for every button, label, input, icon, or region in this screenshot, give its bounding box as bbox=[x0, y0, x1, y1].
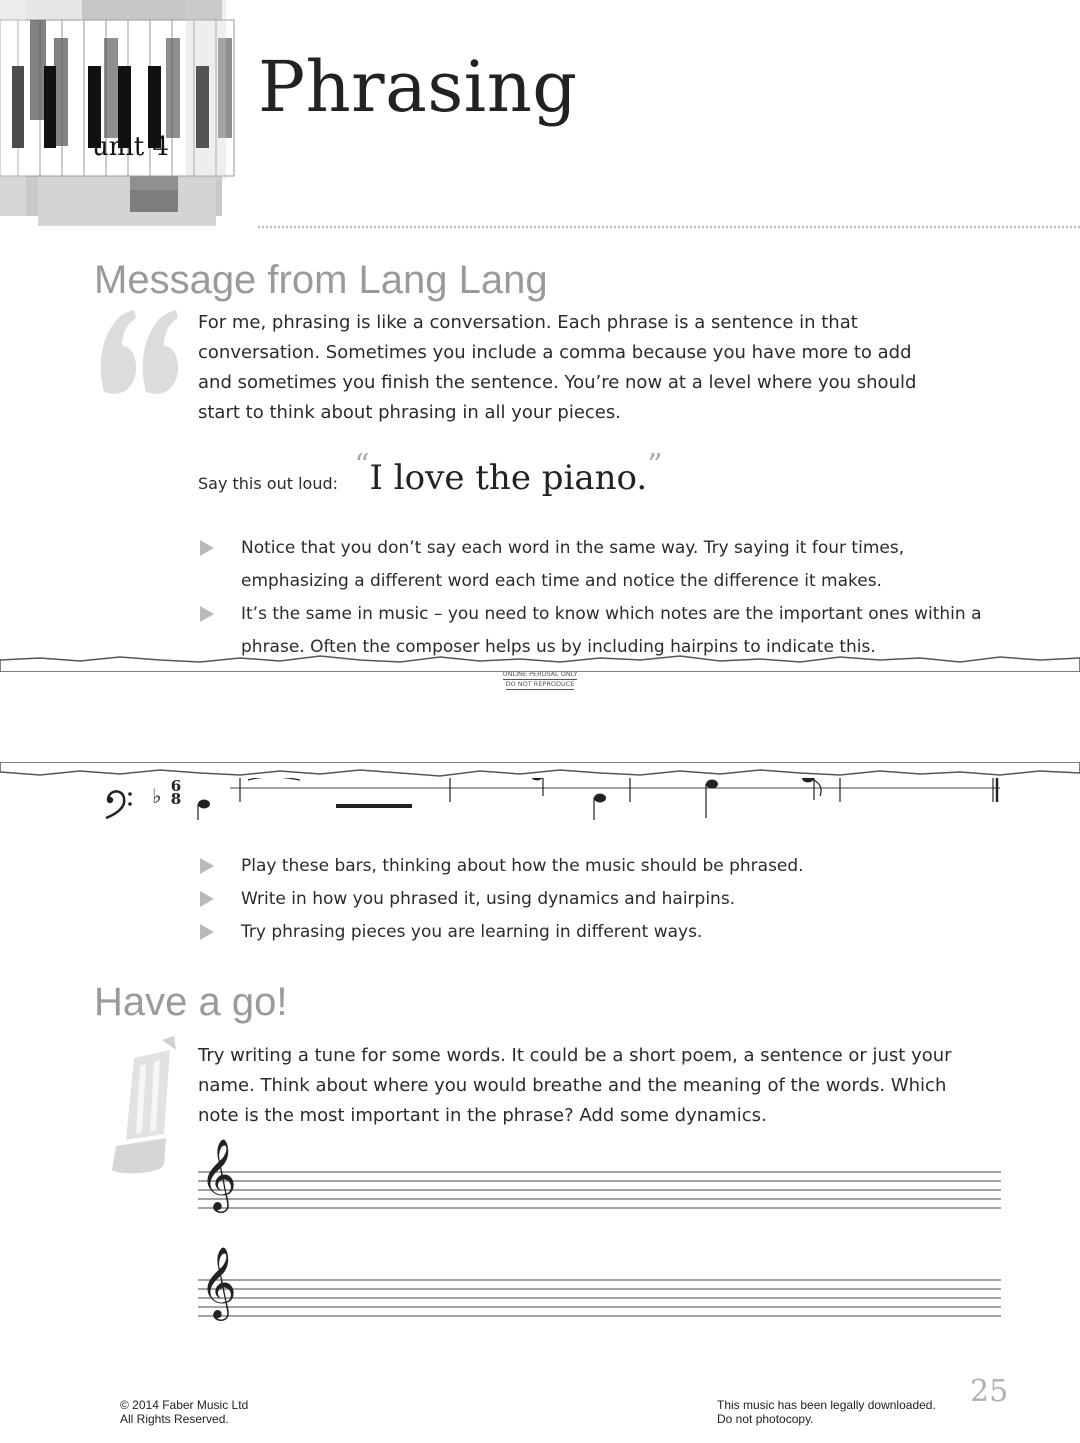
music-excerpt bbox=[100, 778, 1010, 824]
lang-lang-quote bbox=[198, 308, 1028, 428]
quote-line: conversation. Sometimes you include a comma because you have more to add bbox=[198, 342, 912, 363]
bullet-item bbox=[200, 883, 1030, 916]
bullet-arrow-icon bbox=[200, 858, 214, 874]
bass-clef-icon bbox=[102, 782, 134, 822]
open-quote-mark: “ bbox=[354, 448, 370, 483]
header-divider bbox=[258, 226, 1080, 228]
bullet-arrow-icon bbox=[200, 924, 214, 940]
exercise-bullets bbox=[200, 850, 1030, 949]
quote-marks-icon bbox=[96, 310, 186, 396]
bullet-line: phrase. Often the composer helps us by including hairpins to indicate this. bbox=[241, 637, 876, 657]
copyright-notice bbox=[120, 1398, 248, 1426]
spoken-phrase: I love the piano. bbox=[369, 458, 648, 498]
bullet-line: emphasizing a different word each time and notice the difference it makes. bbox=[241, 571, 882, 591]
copyright-line: © 2014 Faber Music Ltd bbox=[120, 1398, 249, 1412]
torn-edge-top bbox=[0, 650, 1080, 672]
flat-sign: ♭ bbox=[152, 784, 162, 808]
treble-clef-icon: 𝄞 bbox=[200, 1137, 237, 1210]
watermark-line: ONLINE PERUSAL ONLY bbox=[502, 670, 578, 678]
instruction-line: name. Think about where you would breathe and the meaning of the words. Which bbox=[198, 1075, 947, 1096]
watermark bbox=[440, 670, 640, 690]
piano-keys-graphic bbox=[0, 0, 240, 226]
quote-line: and sometimes you finish the sentence. You’re now at a level where you should bbox=[198, 372, 917, 393]
page-title: Phrasing bbox=[258, 46, 578, 128]
bullet-line: Try phrasing pieces you are learning in different ways. bbox=[241, 922, 703, 942]
have-a-go-heading: Have a go! bbox=[94, 980, 288, 1024]
have-a-go-text bbox=[198, 1041, 1028, 1131]
message-heading: Message from Lang Lang bbox=[94, 258, 548, 302]
notice-line: This music has been legally downloaded. bbox=[717, 1398, 936, 1412]
bullet-line: It’s the same in music – you need to know which notes are the important ones within a bbox=[241, 604, 982, 624]
close-quote-mark: ” bbox=[647, 448, 663, 483]
instruction-line: note is the most important in the phrase? Add some dynamics. bbox=[198, 1105, 767, 1126]
bullet-arrow-icon bbox=[200, 606, 214, 622]
bullet-arrow-icon bbox=[200, 891, 214, 907]
message-bullets bbox=[200, 532, 1030, 664]
watermark-line: DO NOT REPRODUCE bbox=[505, 680, 575, 688]
time-signature bbox=[169, 777, 183, 808]
copyright-line: All Rights Reserved. bbox=[120, 1412, 229, 1426]
unit-label: unit 4 bbox=[92, 132, 170, 162]
quote-line: For me, phrasing is like a conversation. Each phrase is a sentence in that bbox=[198, 312, 858, 333]
instruction-line: Try writing a tune for some words. It could be a short poem, a sentence or just your bbox=[198, 1045, 952, 1066]
time-signature-top: 6 bbox=[170, 777, 182, 795]
download-notice bbox=[717, 1398, 936, 1426]
quote-line: start to think about phrasing in all your pieces. bbox=[198, 402, 621, 423]
say-label: Say this out loud: bbox=[198, 474, 339, 493]
bullet-line: Notice that you don’t say each word in the same way. Try saying it four times, bbox=[241, 538, 905, 558]
page-number: 25 bbox=[970, 1374, 1009, 1409]
treble-clef-icon: 𝄞 bbox=[200, 1245, 237, 1318]
blank-staff[interactable] bbox=[198, 1150, 1003, 1226]
bullet-line: Play these bars, thinking about how the music should be phrased. bbox=[241, 856, 804, 876]
blank-staff[interactable] bbox=[198, 1258, 1003, 1334]
bullet-arrow-icon bbox=[200, 540, 214, 556]
say-out-loud-row bbox=[198, 448, 663, 498]
bullet-line: Write in how you phrased it, using dynamics and hairpins. bbox=[241, 889, 736, 909]
bullet-item bbox=[200, 532, 1030, 598]
bullet-item bbox=[200, 916, 1030, 949]
bullet-item bbox=[200, 850, 1030, 883]
pencil-icon bbox=[104, 1036, 180, 1176]
time-signature-bottom: 8 bbox=[170, 790, 182, 808]
notice-line: Do not photocopy. bbox=[717, 1412, 814, 1426]
